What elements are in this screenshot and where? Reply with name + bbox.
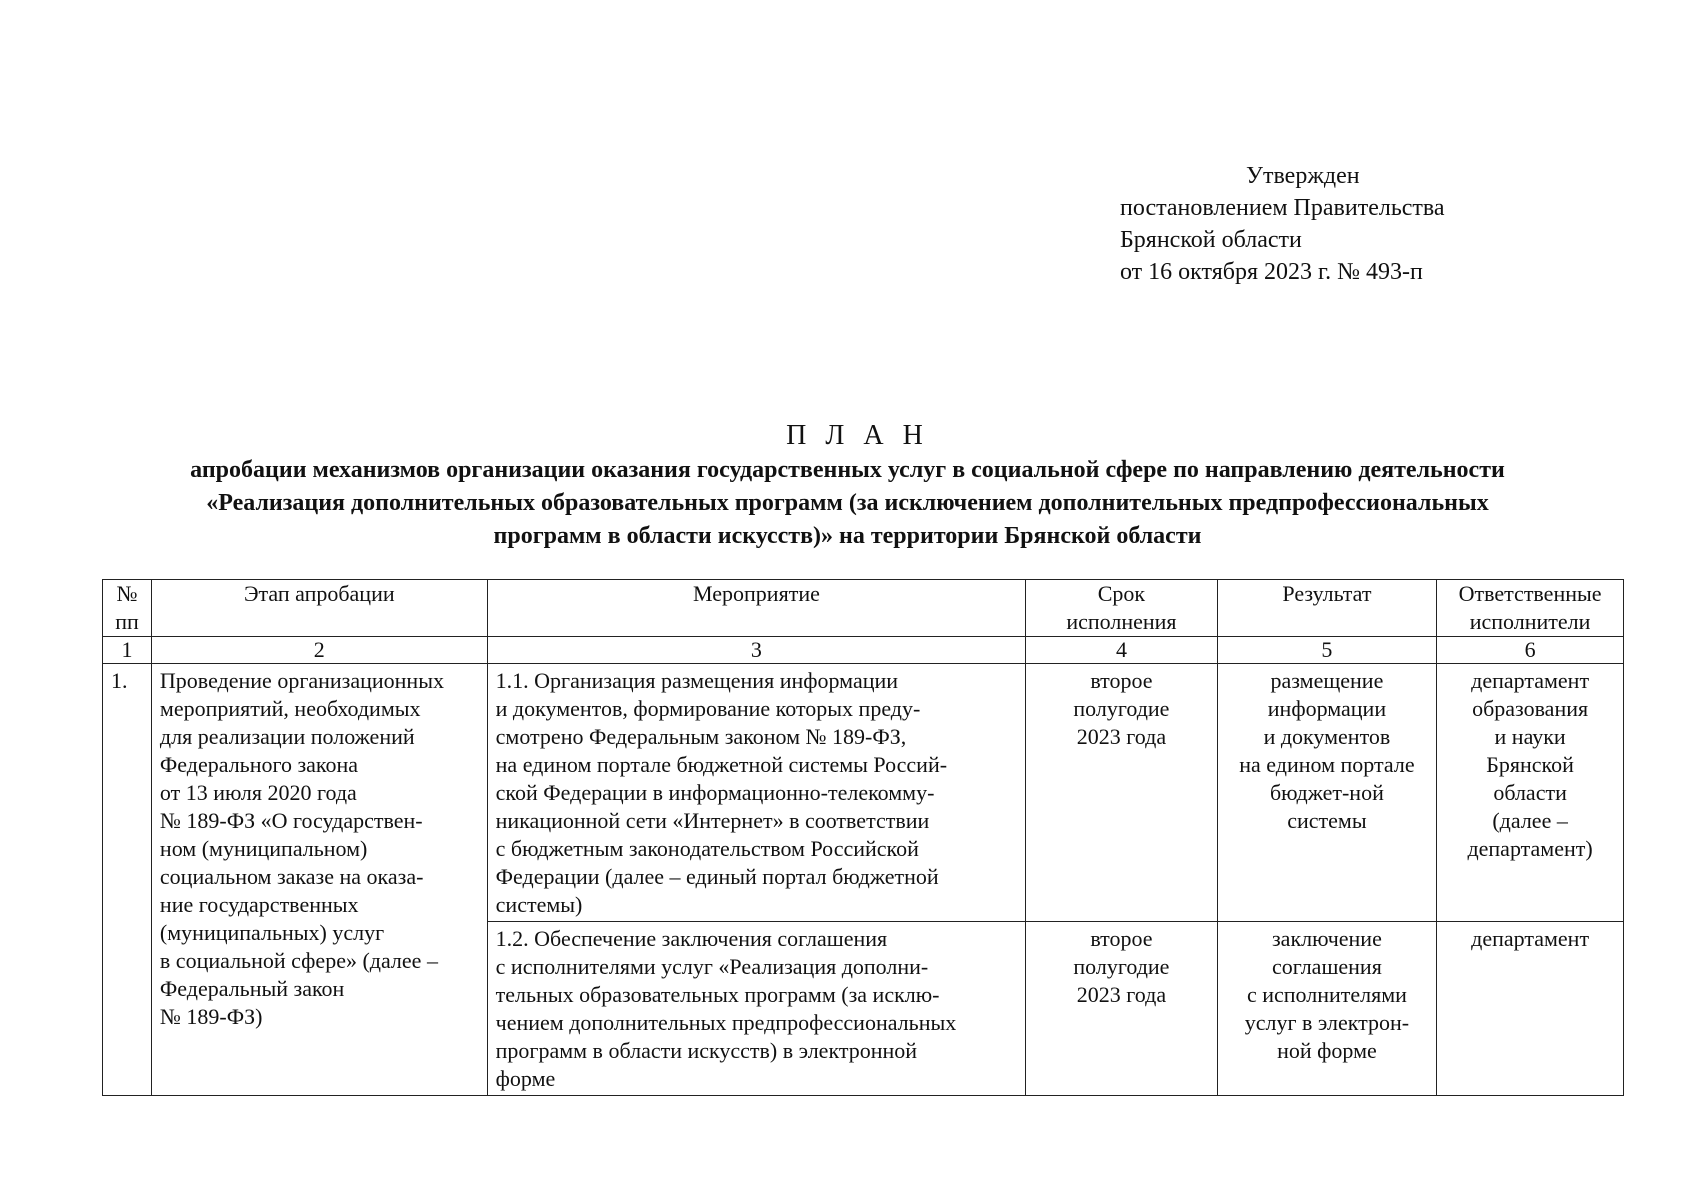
- stage-cell: Проведение организационных мероприятий, необходимых для реализации положений Федерального закона от 13 июля 2020 года № 189-ФЗ «О государствен- ном (муниципальном) социальном заказе на оказа- ние государственных (муниципальных) услуг в социальной сфере» (далее – Федеральный закон № 189-ФЗ): [151, 664, 487, 1096]
- responsible-cell: департамент образования и науки Брянской области (далее – департамент): [1437, 664, 1624, 922]
- result-cell: размещение информации и документов на едином портале бюджет-ной системы: [1217, 664, 1437, 922]
- approval-line-2: постановлением Правительства: [1120, 195, 1445, 221]
- deadline-cell: второе полугодие 2023 года: [1026, 922, 1217, 1096]
- table-row: [103, 664, 1624, 922]
- column-number: 2: [151, 637, 487, 664]
- approval-line-4: от 16 октября 2023 г. № 493-п: [1120, 259, 1423, 285]
- header-stage: Этап апробации: [151, 580, 487, 637]
- column-number: 1: [103, 637, 152, 664]
- activity-cell: 1.1. Организация размещения информации и документов, формирование которых преду- смотрено Федеральным законом № 189-ФЗ, на едином портале бюджетной системы Россий- ской Федерации в информационно-телекомму- никационной сети «Интернет» в соответствии с бюджетным законодательством Российской Федерации (далее – единый портал бюджетной системы): [487, 664, 1026, 922]
- row-number: 1.: [103, 664, 152, 1096]
- header-num: № пп: [103, 580, 152, 637]
- plan-heading: П Л А Н: [786, 420, 929, 451]
- title-line-3: программ в области искусств)» на территории Брянской области: [493, 523, 1202, 549]
- approval-line-3: Брянской области: [1120, 227, 1302, 253]
- column-number: 4: [1026, 637, 1217, 664]
- column-number: 5: [1217, 637, 1437, 664]
- column-number: 3: [487, 637, 1026, 664]
- column-number: 6: [1437, 637, 1624, 664]
- header-deadline: Срок исполнения: [1026, 580, 1217, 637]
- title-line-2: «Реализация дополнительных образовательных программ (за исключением дополнительных предпрофессиональных: [206, 490, 1489, 516]
- deadline-cell: второе полугодие 2023 года: [1026, 664, 1217, 922]
- document-title: [0, 418, 1695, 553]
- header-result: Результат: [1217, 580, 1437, 637]
- header-activity: Мероприятие: [487, 580, 1026, 637]
- plan-table: [102, 579, 1624, 1096]
- result-cell: заключение соглашения с исполнителями услуг в электрон- ной форме: [1217, 922, 1437, 1096]
- responsible-cell: департамент: [1437, 922, 1624, 1096]
- title-line-1: апробации механизмов организации оказания государственных услуг в социальной сфере по направлению деятельности: [190, 457, 1505, 483]
- activity-cell: 1.2. Обеспечение заключения соглашения с исполнителями услуг «Реализация дополни- тельных образовательных программ (за исклю- чением дополнительных предпрофессиональных программ в области искусств) в электронной форме: [487, 922, 1026, 1096]
- approval-line-1: Утвержден: [1246, 163, 1360, 189]
- table-header-row: [103, 580, 1624, 637]
- approval-block: [1120, 160, 1445, 288]
- column-number-row: [103, 637, 1624, 664]
- header-responsible: Ответственные исполнители: [1437, 580, 1624, 637]
